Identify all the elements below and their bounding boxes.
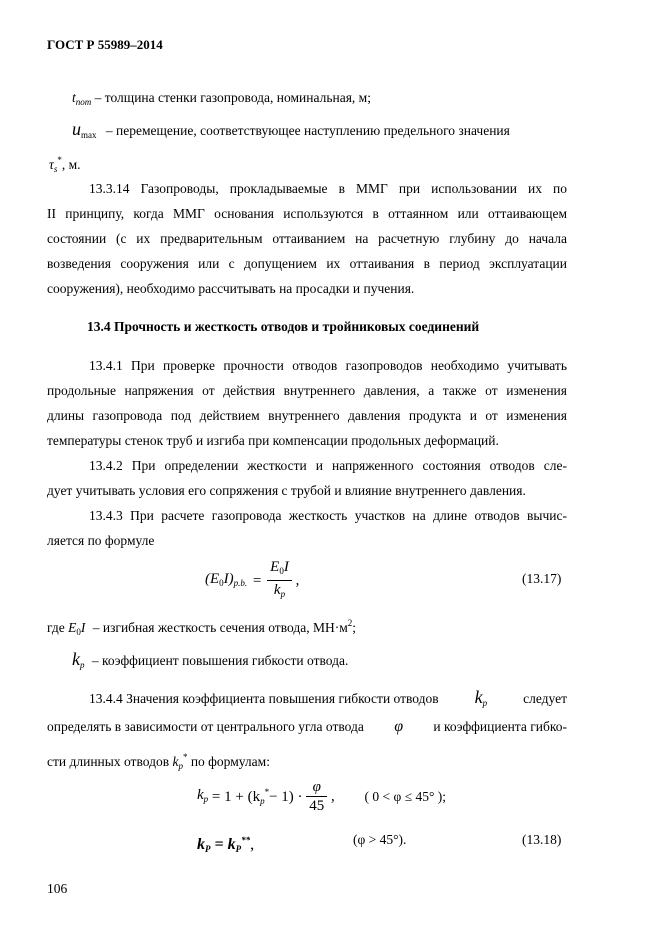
paragraph-text: и коэффициента гибко- xyxy=(433,719,567,734)
symbol-subscript: s xyxy=(53,164,58,174)
eq-numerator: φ xyxy=(306,778,327,797)
paragraph-text: 13.4.4 Значения коэффициента повышения гибкости отводов xyxy=(89,691,439,706)
paragraph-13-3-14-line-4: возведения сооружения или с допущением их оттаивания в период эксплуатации xyxy=(47,256,567,271)
paragraph-13-4-4-line-1 xyxy=(89,688,567,712)
eq-subscript: p xyxy=(260,796,265,806)
eq-fraction xyxy=(306,778,327,815)
paragraph-text: сти длинных отводов xyxy=(47,754,170,769)
definition-text: , м. xyxy=(61,157,81,172)
eq-subscript: 0 xyxy=(219,577,224,588)
eq-numerator-i: I xyxy=(283,559,289,575)
paragraph-13-4-1-line-4: температуры стенок труб и изгиба при компенсации продольных деформаций. xyxy=(47,433,499,448)
paragraph-13-4-3-line-1: 13.4.3 При расчете газопровода жесткость участков на длине отводов вычис- xyxy=(89,508,567,523)
symbol-i: I xyxy=(80,620,86,635)
symbol-phi: φ xyxy=(394,718,404,735)
definition-text: – перемещение, соответствующее наступлению предельного значения xyxy=(105,123,510,138)
eq-lhs-mid: I) xyxy=(223,570,234,587)
symbol-superscript: * xyxy=(57,155,62,165)
symbol-tau: τ xyxy=(49,157,54,172)
eq-numerator-e: E xyxy=(270,559,280,575)
eq-comma: , xyxy=(250,836,255,853)
eq-subscript: p xyxy=(203,793,209,804)
eq-denominator-k: k xyxy=(273,582,281,598)
equation-13-18-a xyxy=(197,778,446,815)
where-word: где xyxy=(47,620,65,635)
equation-number-13-18: (13.18) xyxy=(522,832,562,847)
eq-lhs: k xyxy=(197,786,204,803)
equation-13-18-b xyxy=(197,830,254,859)
symbol-subscript: 0 xyxy=(76,627,81,637)
paragraph-13-4-1-line-3: длины газопровода под действием внутреннего давления продукта и от изменения xyxy=(47,408,567,423)
eq-lhs: k xyxy=(197,836,205,853)
equation-number-13-17: (13.17) xyxy=(522,571,562,586)
paragraph-13-4-4-line-3 xyxy=(47,748,270,775)
paragraph-text: определять в зависимости от центрального угла отвода xyxy=(47,719,364,734)
unit-superscript: 2 xyxy=(347,618,353,628)
equation-13-17 xyxy=(205,558,299,603)
eq-subscript: P xyxy=(205,844,211,854)
definition-tau xyxy=(49,151,81,178)
eq-fraction xyxy=(267,558,292,603)
eq-condition: ( 0 < φ ≤ 45° ); xyxy=(364,788,447,804)
eq-comma: , xyxy=(331,788,335,805)
eq-subscript: p.b. xyxy=(233,577,248,588)
eq-body-tail: − 1) · xyxy=(269,789,303,805)
symbol-e: E xyxy=(68,620,77,635)
symbol-subscript: max xyxy=(81,130,97,140)
symbol-superscript: * xyxy=(182,752,188,762)
definition-kp xyxy=(72,650,348,674)
paragraph-13-3-14-line-2: II принципу, когда ММГ основания используются в оттаянном или оттаивающем xyxy=(47,206,567,221)
definition-end: ; xyxy=(352,620,357,635)
eq-denominator: 45 xyxy=(309,798,325,814)
definition-text: – толщина стенки газопровода, номинальная, м; xyxy=(94,90,371,105)
symbol-subscript: p xyxy=(80,660,85,670)
symbol-subscript: p xyxy=(178,761,183,771)
paragraph-13-4-1-line-2: продольные напряжения от действия внутреннего давления, а также от изменения xyxy=(47,383,567,398)
eq-subscript: P xyxy=(235,844,242,854)
eq-body: = 1 + (k xyxy=(211,789,261,805)
symbol-subscript: nom xyxy=(75,97,92,107)
symbol-u: u xyxy=(72,119,81,139)
eq-equals: = xyxy=(252,572,262,589)
eq-subscript: 0 xyxy=(279,566,284,576)
symbol-k: k xyxy=(474,687,483,707)
eq-subscript: p xyxy=(280,589,286,599)
symbol-k: k xyxy=(72,649,80,669)
eq-lhs: (E xyxy=(205,570,220,587)
paragraph-13-4-2-line-1: 13.4.2 При определении жесткости и напряженного состояния отводов сле- xyxy=(89,458,567,473)
paragraph-text: следует xyxy=(523,691,567,706)
definition-e0i xyxy=(47,614,356,641)
definition-u-max xyxy=(72,120,510,144)
eq-comma: , xyxy=(295,572,300,589)
paragraph-13-4-1-line-1: 13.4.1 При проверке прочности отводов газопроводов необходимо учитывать xyxy=(89,358,567,373)
equation-13-18-condition: (φ > 45°). xyxy=(353,832,407,847)
definition-text: – коэффициент повышения гибкости отвода. xyxy=(91,653,349,668)
paragraph-13-4-3-line-2: ляется по формуле xyxy=(47,533,155,548)
eq-superscript: * xyxy=(264,787,270,797)
symbol-subscript: p xyxy=(482,698,488,708)
page-number: 106 xyxy=(47,881,68,896)
section-heading: 13.4 Прочность и жесткость отводов и тройниковых соединений xyxy=(87,319,480,334)
paragraph-13-4-4-line-2 xyxy=(47,718,567,736)
paragraph-13-3-14-line-3: состоянии (с их предварительным оттаиванием на расчетную глубину до начала xyxy=(47,231,567,246)
eq-rhs: = k xyxy=(214,836,236,853)
paragraph-13-3-14-line-5: сооружения), необходимо рассчитывать на просадки и пучения. xyxy=(47,281,415,296)
paragraph-text: по формулам: xyxy=(190,754,270,769)
symbol-k: k xyxy=(172,754,179,769)
paragraph-13-4-2-line-2: дует учитывать условия его сопряжения с трубой и влияние внутреннего давления. xyxy=(47,483,526,498)
document-header: ГОСТ Р 55989–2014 xyxy=(47,37,163,52)
paragraph-13-3-14-line-1: 13.3.14 Газопроводы, прокладываемые в ММГ при использовании их по xyxy=(89,181,567,196)
definition-t-nom xyxy=(72,89,371,111)
eq-superscript: ** xyxy=(241,835,251,845)
definition-text: – изгибная жесткость сечения отвода, МН·м xyxy=(92,620,348,635)
symbol-t: t xyxy=(72,90,76,105)
